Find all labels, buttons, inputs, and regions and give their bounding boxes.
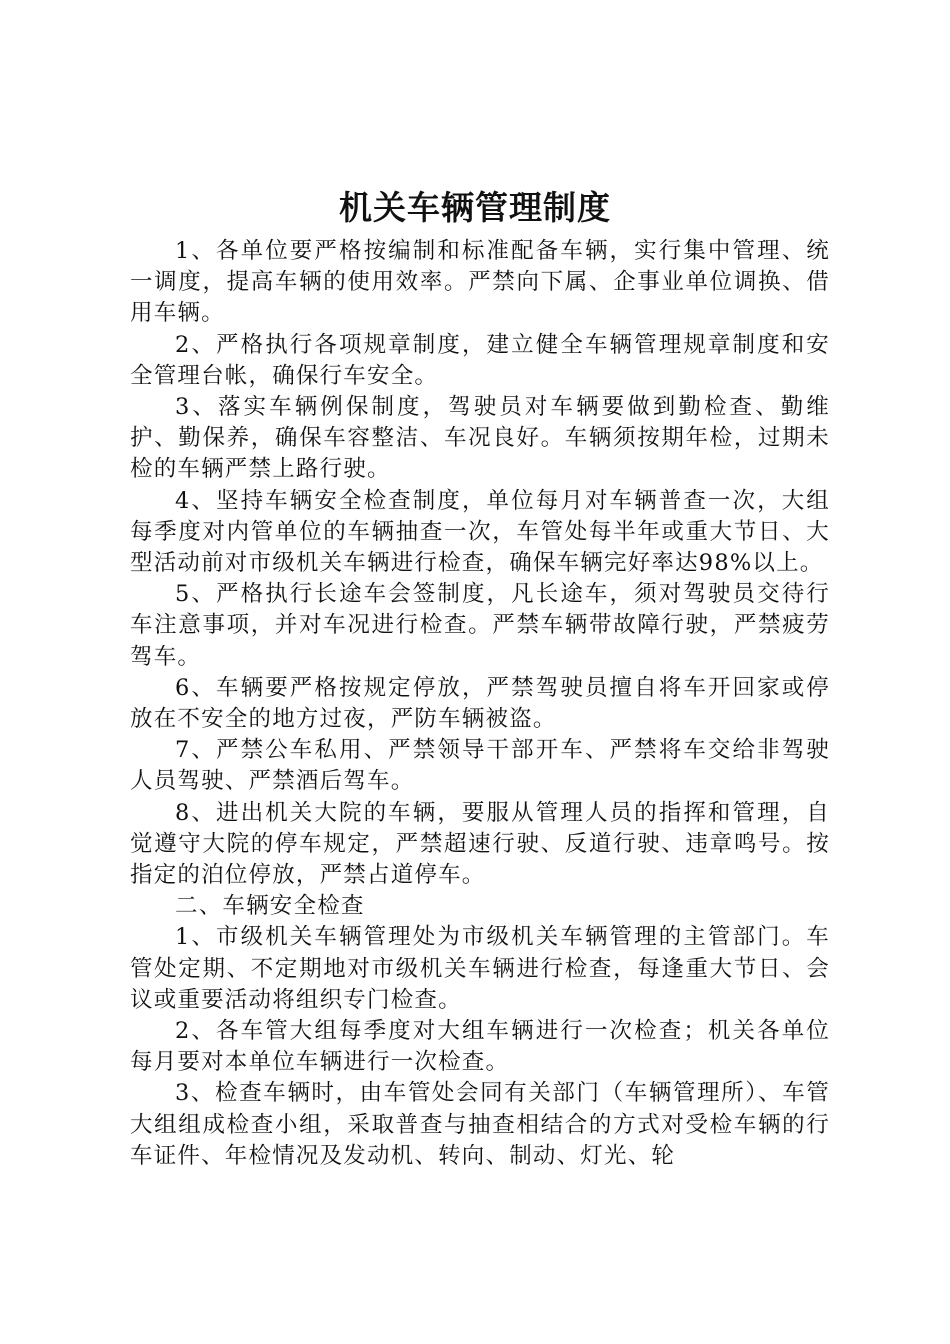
paragraph-8: 8、进出机关大院的车辆，要服从管理人员的指挥和管理，自觉遵守大院的停车规定，严禁超速行驶、反道行驶、违章鸣号。按指定的泊位停放，严禁占道停车。 [130, 799, 830, 889]
paragraph-7: 7、严禁公车私用、严禁领导干部开车、严禁将车交给非驾驶人员驾驶、严禁酒后驾车。 [130, 737, 830, 795]
document-title: 机关车辆管理制度 [339, 188, 611, 227]
paragraph-inspection-3: 3、检查车辆时，由车管处会同有关部门（车辆管理所）、车管大组组成检查小组，采取普查与抽查相结合的方式对受检车辆的行车证件、年检情况及发动机、转向、制动、灯光、轮 [130, 1080, 830, 1169]
paragraph-inspection-2: 2、各车管大组每季度对大组车辆进行一次检查；机关各单位每月要对本单位车辆进行一次检查。 [130, 1018, 830, 1076]
paragraph-inspection-1: 1、市级机关车辆管理处为市级机关车辆管理的主管部门。车管处定期、不定期地对市级机关车辆进行检查，每逢重大节日、会议或重要活动将组织专门检查。 [130, 924, 830, 1013]
paragraph-5: 5、严格执行长途车会签制度，凡长途车，须对驾驶员交待行车注意事项，并对车况进行检查。严禁车辆带故障行驶，严禁疲劳驾车。 [130, 581, 830, 670]
paragraph-2: 2、严格执行各项规章制度，建立健全车辆管理规章制度和安全管理台帐，确保行车安全。 [130, 331, 830, 389]
document-body [130, 236, 830, 1172]
paragraph-4: 4、坚持车辆安全检查制度，单位每月对车辆普查一次，大组每季度对内管单位的车辆抽查一次，车管处每半年或重大节日、大型活动前对市级机关车辆进行检查，确保车辆完好率达98%以上。 [130, 487, 830, 577]
paragraph-3: 3、落实车辆例保制度，驾驶员对车辆要做到勤检查、勤维护、勤保养，确保车容整洁、车况良好。车辆须按期年检，过期未检的车辆严禁上路行驶。 [130, 394, 830, 483]
paragraph-6: 6、车辆要严格按规定停放，严禁驾驶员擅自将车开回家或停放在不安全的地方过夜，严防车辆被盗。 [130, 674, 830, 733]
paragraph-1: 1、各单位要严格按编制和标准配备车辆，实行集中管理、统一调度，提高车辆的使用效率。严禁向下属、企事业单位调换、借用车辆。 [130, 238, 830, 327]
section-heading-vehicle-safety-inspection: 二、车辆安全检查 [175, 893, 365, 920]
